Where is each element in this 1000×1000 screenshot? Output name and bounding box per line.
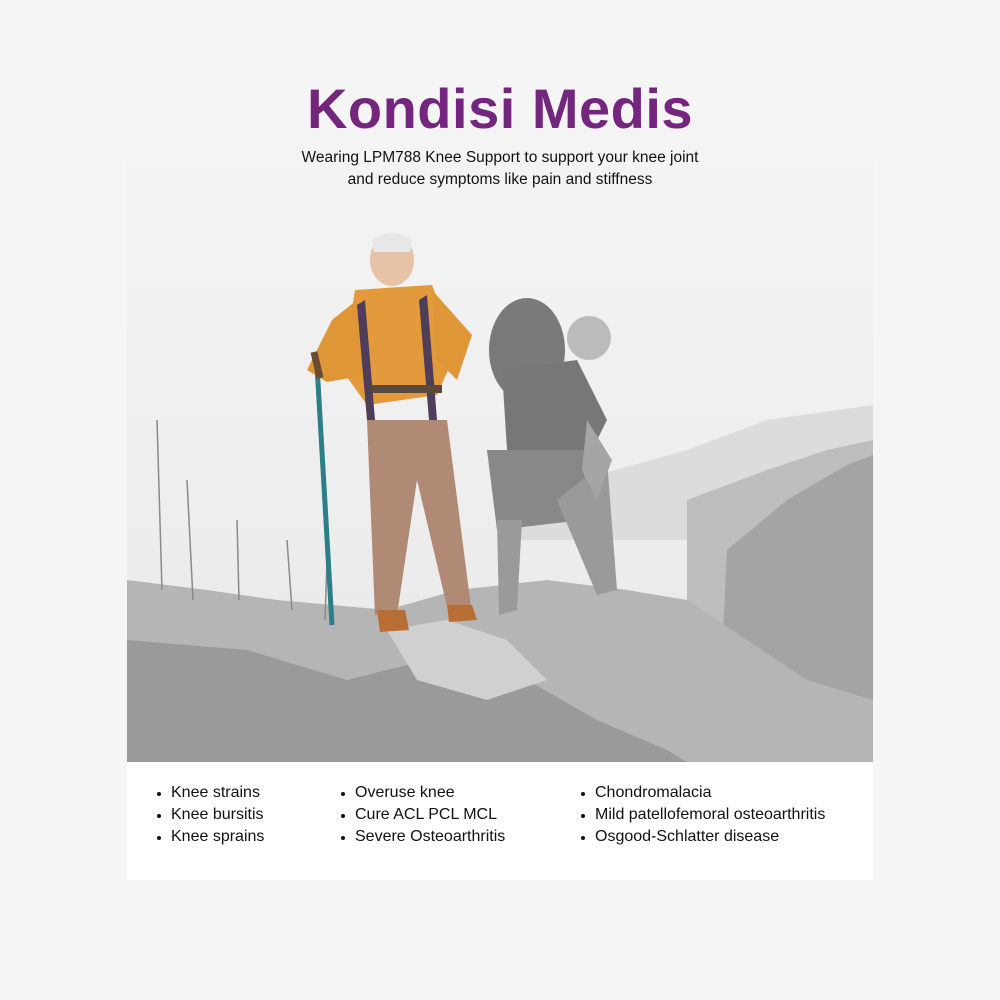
conditions-list: [127, 782, 873, 872]
list-item: Severe Osteoarthritis: [355, 826, 505, 848]
list-item: Knee sprains: [171, 826, 264, 848]
list-item: Overuse knee: [355, 782, 505, 804]
list-item: Mild patellofemoral osteoarthritis: [595, 804, 825, 826]
list-item: Knee bursitis: [171, 804, 264, 826]
page-title: Kondisi Medis: [306, 77, 694, 140]
conditions-column-1: [171, 782, 264, 848]
list-item: Knee strains: [171, 782, 264, 804]
conditions-column-3: [595, 782, 825, 848]
list-item: Cure ACL PCL MCL: [355, 804, 505, 826]
hiker-photo: [127, 120, 873, 762]
conditions-column-2: [355, 782, 505, 848]
page-subtitle: [0, 147, 1000, 191]
list-item: Osgood-Schlatter disease: [595, 826, 825, 848]
list-item: Chondromalacia: [595, 782, 825, 804]
subtitle-line-2: and reduce symptoms like pain and stiffness: [347, 171, 653, 188]
subtitle-line-1: Wearing LPM788 Knee Support to support your knee joint: [301, 149, 699, 166]
